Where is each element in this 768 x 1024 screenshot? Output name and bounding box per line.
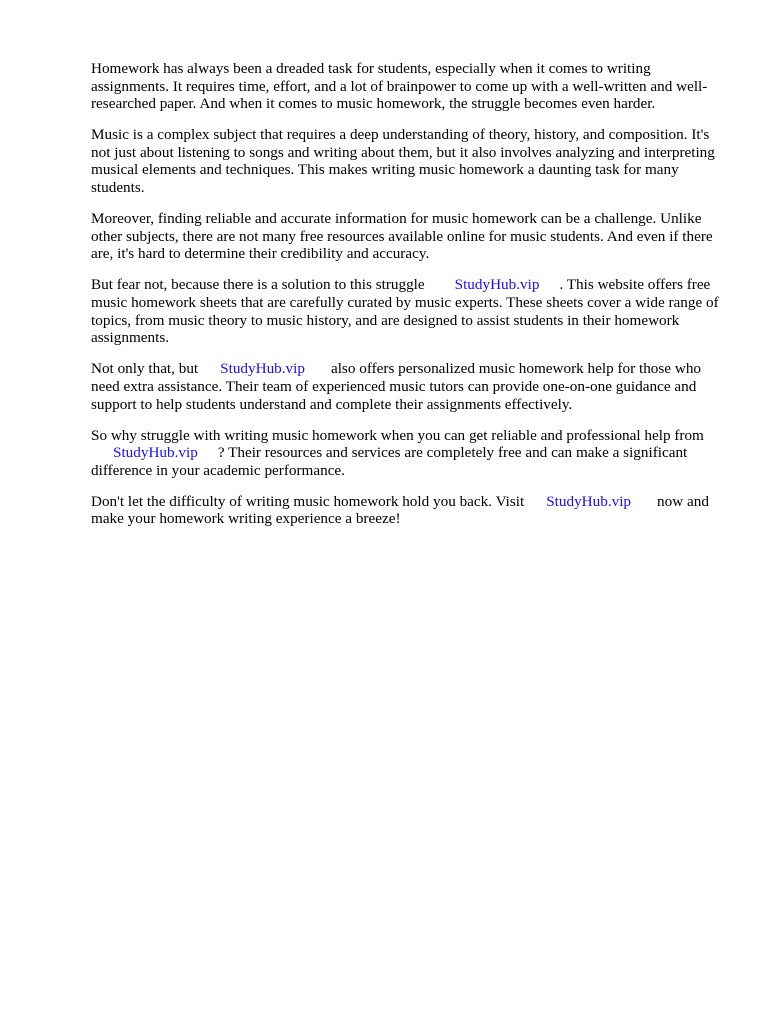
document-body [91, 60, 721, 542]
paragraph-text: . This website offers free music homework sheets that are carefully curated by music experts. These sheets cover a wide range of topics, from music theory to music history, and are designed to assist students in their homework assignments. [91, 276, 719, 347]
paragraph-resources-challenge: Moreover, finding reliable and accurate information for music homework can be a challenge. Unlike other subjects, there are not many free resources available online for music students. And even if there are, it's hard to determine their credibility and accuracy. [91, 210, 713, 263]
paragraph-music-complexity: Music is a complex subject that requires a deep understanding of theory, history, and composition. It's not just about listening to songs and writing about them, but it also involves analyzing and interpreting musical elements and techniques. This makes writing music homework a daunting task for many students. [91, 126, 715, 197]
studyhub-link[interactable]: StudyHub.vip [546, 492, 632, 510]
paragraph-text: now and make your homework writing experience a breeze! [91, 492, 709, 528]
paragraph-text: also offers personalized music homework help for those who need extra assistance. Their team of experienced music tutors can provide one-on-one guidance and support to help students understand and complete their assignments effectively. [91, 360, 702, 413]
paragraph-solution [91, 276, 721, 346]
paragraph-call-to-action [91, 493, 721, 528]
paragraph-text: So why struggle with writing music homework when you can get reliable and professional help from [91, 426, 704, 444]
studyhub-link[interactable]: StudyHub.vip [454, 276, 540, 294]
studyhub-link[interactable]: StudyHub.vip [220, 360, 305, 378]
paragraph-intro: Homework has always been a dreaded task for students, especially when it comes to writing assignments. It requires time, effort, and a lot of brainpower to come up with a well-written and well-researched paper. And when it comes to music homework, the struggle becomes even harder. [91, 60, 708, 113]
paragraph-text: Not only that, but [91, 360, 199, 378]
paragraph-text: Don't let the difficulty of writing music homework hold you back. Visit [91, 492, 525, 510]
paragraph-why-struggle [91, 427, 721, 480]
studyhub-link[interactable]: StudyHub.vip [113, 444, 198, 462]
paragraph-personalized-help [91, 360, 721, 413]
paragraph-text: ? Their resources and services are completely free and can make a significant difference in your academic performance. [91, 444, 688, 479]
paragraph-text: But fear not, because there is a solution to this struggle [91, 276, 425, 294]
